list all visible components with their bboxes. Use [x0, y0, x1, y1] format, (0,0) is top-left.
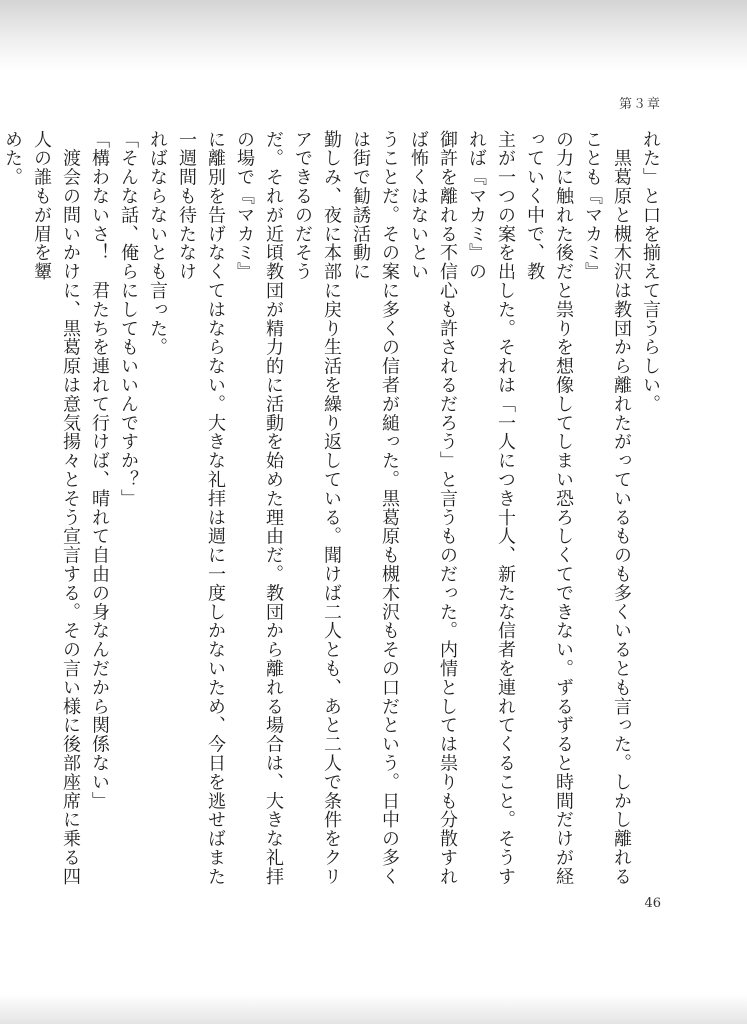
- text-line: 渡会の問いかけに、黒葛原は意気揚々とそう宣言する。その言い様に後部座席に乗る四人の誰もが眉を顰: [31, 130, 81, 886]
- text-line: に離別を告げなくてはならない。大きな礼拝は週に一度しかないため、今日を逃せばまた一週間も待たなけ: [176, 130, 226, 886]
- text-line: 「そんな話、俺らにしてもいいんですか？」: [118, 130, 139, 508]
- text-line: 主が一つの案を出した。それは「一人につき十人、新たな信者を連れてくること。そうすれば『マカミ』の: [466, 130, 516, 886]
- page-number: 46: [644, 896, 661, 911]
- body-text: [2, 130, 665, 895]
- text-line: 黒葛原と槻木沢は教団から離れたがっているものも多くいるとも言った。しかし離れることも『マカミ』: [582, 130, 632, 886]
- text-line: 御許を離れる不信心も許されるだろう」と言うものだった。内情としては祟りも分散すれば怖くはないとい: [408, 130, 458, 886]
- text-line: めた。: [2, 130, 23, 187]
- text-line: うことだ。その案に多くの信者が縋った。黒葛原も槻木沢もその口だという。日中の多くは街で勧誘活動に: [350, 130, 400, 886]
- page-top-shadow: [0, 0, 747, 70]
- text-line: れた」と口を揃えて言うらしい。: [640, 130, 661, 414]
- text-line: だ。それが近頃教団が精力的に活動を始めた理由だ。教団から離れる場合は、大きな礼拝の場で『マカミ』: [234, 130, 284, 886]
- text-line: ればならないとも言った。: [147, 130, 168, 357]
- chapter-label: 第３章: [618, 97, 661, 112]
- text-line: 勤しみ、夜に本部に戻り生活を繰り返している。聞けば二人とも、あと二人で条件をクリアできるのだそう: [292, 130, 342, 886]
- page-bottom-shadow: [0, 994, 747, 1024]
- text-line: の力に触れた後だと祟りを想像してしまい恐ろしくてできない。ずるずると時間だけが経っていく中で、教: [524, 130, 574, 886]
- text-line: 「構わないさ！ 君たちを連れて行けば、晴れて自由の身なんだから関係ない」: [89, 130, 110, 811]
